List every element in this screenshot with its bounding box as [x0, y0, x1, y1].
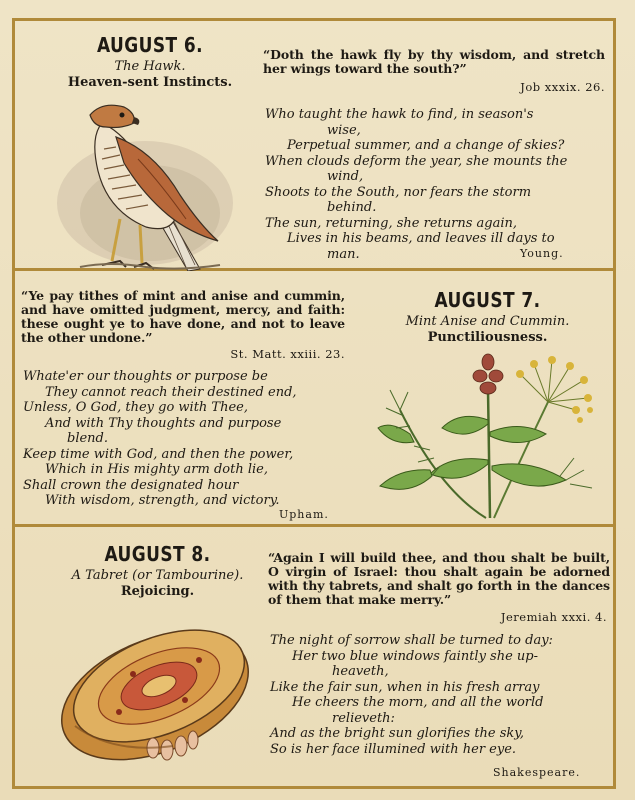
poem-line: Whate'er our thoughts or purpose be — [23, 369, 268, 384]
poem-line: Lives in his beams, and leaves ill days to — [287, 231, 555, 246]
poem-line: Which in His mighty arm doth lie, — [45, 462, 268, 477]
poem-line: wind, — [327, 169, 364, 184]
scripture-quote: “Again I will build thee, and thou shalt be built, O virgin of Israel: thou shalt again be adorned with thy tabrets, and shalt go forth in the dances of them that make merry.” — [268, 550, 610, 607]
poem-line: The sun, returning, she returns again, — [265, 215, 518, 231]
poem — [23, 369, 353, 509]
poem-line: The night of sorrow shall be turned to day: — [270, 633, 553, 648]
entry-date: AUGUST 6. — [96, 33, 204, 57]
entry-subject: The Hawk. — [114, 59, 186, 74]
poem-line: Who taught the hawk to find, in season's — [265, 107, 534, 122]
poem-line: Shall crown the designated hour — [23, 477, 239, 493]
entry-date: AUGUST 7. — [434, 288, 541, 312]
poem — [270, 633, 610, 757]
poem-line: Like the fair sun, when in his fresh array — [270, 679, 540, 695]
entry-header — [35, 33, 265, 90]
entry-subject: A Tabret (or Tambourine). — [71, 568, 244, 583]
poem-author: Young. — [520, 247, 564, 260]
poem-line: So is her face illumined with her eye. — [270, 741, 517, 757]
poem-line: With wisdom, strength, and victory. — [45, 493, 280, 508]
poem-line: blend. — [67, 431, 108, 446]
scripture-reference: Job xxxix. 26. — [520, 80, 605, 94]
entry-august-8 — [15, 528, 613, 786]
scripture-quote: “Doth the hawk fly by thy wisdom, and stretch her wings toward the south?” — [263, 47, 605, 76]
poem-line: heaveth, — [332, 664, 389, 679]
poem-line: They cannot reach their destined end, — [45, 384, 297, 400]
scripture-quote: “Ye pay tithes of mint and anise and cummin, and have omitted judgment, mercy, and faith: these ought ye to have done, and not to leave the other undone.” — [21, 288, 345, 345]
mint-anise-illustration — [370, 350, 600, 520]
poem-author: Shakespeare. — [493, 766, 581, 779]
entry-august-6 — [15, 21, 613, 268]
poem-line: man. — [327, 246, 360, 262]
entry-subject: Mint Anise and Cummin. — [405, 314, 570, 329]
tambourine-illustration — [53, 614, 258, 764]
poem-line: And as the bright sun glorifies the sky, — [270, 726, 525, 741]
poem-line: Perpetual summer, and a change of skies? — [287, 138, 565, 153]
scripture-reference: St. Matt. xxiii. 23. — [230, 347, 345, 361]
poem-line: Keep time with God, and then the power, — [23, 446, 294, 462]
scripture-reference: Jeremiah xxxi. 4. — [500, 610, 607, 624]
entry-august-7 — [15, 272, 613, 524]
poem-line: relieveth: — [332, 710, 395, 726]
poem-line: behind. — [327, 200, 377, 215]
poem — [265, 107, 610, 262]
poem-line: Unless, O God, they go with Thee, — [23, 400, 248, 415]
entry-theme: Rejoicing. — [120, 584, 195, 599]
entry-header — [370, 288, 605, 345]
poem-line: Her two blue windows faintly she up- — [292, 648, 539, 664]
poem-line: wise, — [327, 122, 361, 138]
poem-line: When clouds deform the year, she mounts the — [265, 153, 568, 169]
poem-line: And with Thy thoughts and purpose — [45, 415, 282, 431]
entry-date: AUGUST 8. — [104, 542, 211, 566]
poem-line: He cheers the morn, and all the world — [292, 695, 544, 710]
poem-author: Upham. — [279, 508, 329, 521]
entry-theme: Heaven-sent Instincts. — [67, 75, 233, 90]
poem-line: Shoots to the South, nor fears the storm — [265, 184, 532, 200]
entry-header — [35, 542, 280, 599]
divider-2 — [12, 524, 616, 527]
entry-theme: Punctiliousness. — [427, 330, 548, 345]
hawk-illustration — [50, 93, 240, 271]
